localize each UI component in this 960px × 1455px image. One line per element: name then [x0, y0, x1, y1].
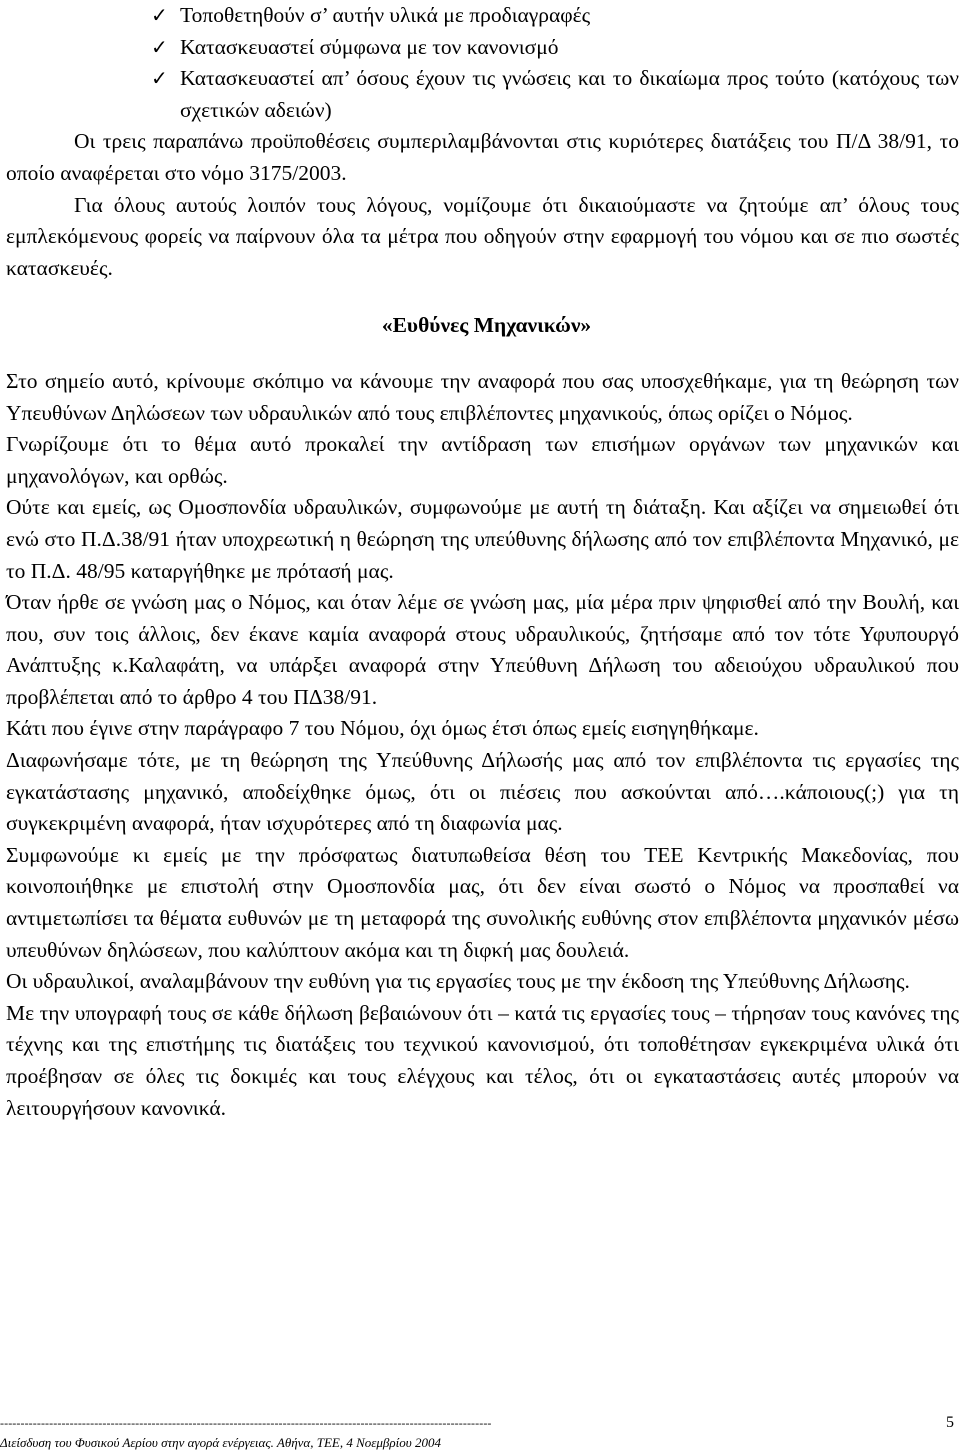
paragraph: Κάτι που έγινε στην παράγραφο 7 του Νόμου, όχι όμως έτσι όπως εμείς εισηγηθήκαμε.: [6, 716, 759, 741]
body-text: [6, 0, 959, 1124]
paragraph: Συμφωνούμε κι εμείς με την πρόσφατως διατυπωθείσα θέση του ΤΕΕ Κεντρικής Μακεδονίας, που κοινοποιήθηκε με επιστολή στην Ομοσπονδία μας, ότι δεν είναι σωστό ο Νόμος να προσπαθεί να αντιμετωπίσει τα θέματα ευθυνών με τη μεταφορά της συνολικής ευθύνης στον επιβλέποντα μηχανικόν μέσω υπευθύνων δηλώσεων, που καλύπτουν ακόμα και τη διφκή μας δουλειά.: [6, 842, 959, 962]
paragraph: Για όλους αυτούς λοιπόν τους λόγους, νομίζουμε ότι δικαιούμαστε να ζητούμε απ’ όλους τους εμπλεκόμενους φορείς να παίρνουν όλα τα μέτρα που οδηγούν στην εφαρμογή του νόμου και σε πιο σωστές κατασκευές.: [6, 192, 959, 280]
section-heading: «Ευθύνες Μηχανικών»: [381, 313, 592, 338]
paragraph: Γνωρίζουμε ότι το θέμα αυτό προκαλεί την αντίδραση των επισήμων οργάνων των μηχανικών και μηχανολόγων, και ορθώς.: [6, 432, 959, 488]
checklist-item-text: Κατασκευαστεί απ’ όσους έχουν τις γνώσεις και το δικαίωμα προς τούτο (κατόχους των σχετικών αδειών): [180, 66, 959, 122]
checklist-item: [6, 32, 959, 64]
checkmark-icon: ✓: [151, 34, 168, 59]
paragraph: Διαφωνήσαμε τότε, με τη θεώρηση της Υπεύθυνης Δήλωσής μας από τον επιβλέποντα τις εργασίες της εγκατάστασης μηχανικό, αποδείχθηκε όμως, ότι οι πιέσεις που ασκούνται από….κάποιους(;) για τη συγκεκριμένη αναφορά, ήταν ισχυρότερες από τη διαφωνία μας.: [6, 748, 959, 836]
footer-caption: Διείσδυση του Φυσικού Αερίου στην αγορά ενέργειας. Αθήνα, ΤΕΕ, 4 Νοεμβρίου 2004: [0, 1435, 441, 1450]
checklist-item-text: Κατασκευαστεί σύμφωνα με τον κανονισμό: [180, 34, 559, 59]
checkmark-icon: ✓: [151, 66, 168, 91]
footer-divider: ------------------------------------------------------------------------------------------------------------------------: [0, 1416, 492, 1430]
paragraph: Με την υπογραφή τους σε κάθε δήλωση βεβαιώνουν ότι – κατά τις εργασίες τους – τήρησαν τους κανόνες της τέχνης και της επιστήμης τις διατάξεις του τεχνικού κανονισμού, ότι τοποθέτησαν εγκεκριμένα υλικά ότι προέβησαν σε όλες τις δοκιμές και τους ελέγχους και τέλος, ότι οι εγκαταστάσεις αυτές μπορούν να λειτουργήσουν κανονικά.: [6, 1000, 959, 1120]
checklist-item-text: Τοποθετηθούν σ’ αυτήν υλικά με προδιαγραφές: [180, 3, 591, 27]
paragraph: Όταν ήρθε σε γνώση μας ο Νόμος, και όταν λέμε σε γνώση μας, μία μέρα πριν ψηφισθεί από την Βουλή, και που, συν τοις άλλοις, δεν έκανε καμία αναφορά στους υδραυλικούς, ζητήσαμε από τον τότε Υφυπουργό Ανάπτυξης κ.Καλαφάτη, να υπάρξει αναφορά στην Υπεύθυνη Δήλωση του αδειούχου υδραυλικού που προβλέπεται από το άρθρο 4 του ΠΔ38/91.: [6, 590, 959, 709]
checklist-item: [6, 63, 959, 126]
paragraph: Οι τρεις παραπάνω προϋποθέσεις συμπεριλαμβάνονται στις κυριότερες διατάξεις του Π/Δ 38/91, το οποίο αναφέρεται στο νόμο 3175/2003.: [6, 129, 959, 185]
paragraph: Οι υδραυλικοί, αναλαμβάνουν την ευθύνη για τις εργασίες τους με την έκδοση της Υπεύθυνης Δήλωσης.: [6, 969, 910, 994]
paragraph: Ούτε και εμείς, ως Ομοσπονδία υδραυλικών, συμφωνούμε με αυτή τη διάταξη. Και αξίζει να σημειωθεί ότι ενώ στο Π.Δ.38/91 ήταν υποχρεωτική η θεώρηση της υπεύθυνης δήλωσης από τον επιβλέποντα Μηχανικό, με το Π.Δ. 48/95 καταργήθηκε με πρότασή μας.: [6, 495, 959, 583]
requirements-checklist: [6, 0, 959, 126]
page-number: 5: [946, 1414, 954, 1431]
checklist-item: [6, 0, 959, 32]
checkmark-icon: ✓: [151, 3, 168, 27]
paragraph: Στο σημείο αυτό, κρίνουμε σκόπιμο να κάνουμε την αναφορά που σας υποσχεθήκαμε, για τη θεώρηση των Υπευθύνων Δηλώσεων των υδραυλικών από τους επιβλέποντες μηχανικούς, όπως ορίζει ο Νόμος.: [6, 368, 959, 425]
